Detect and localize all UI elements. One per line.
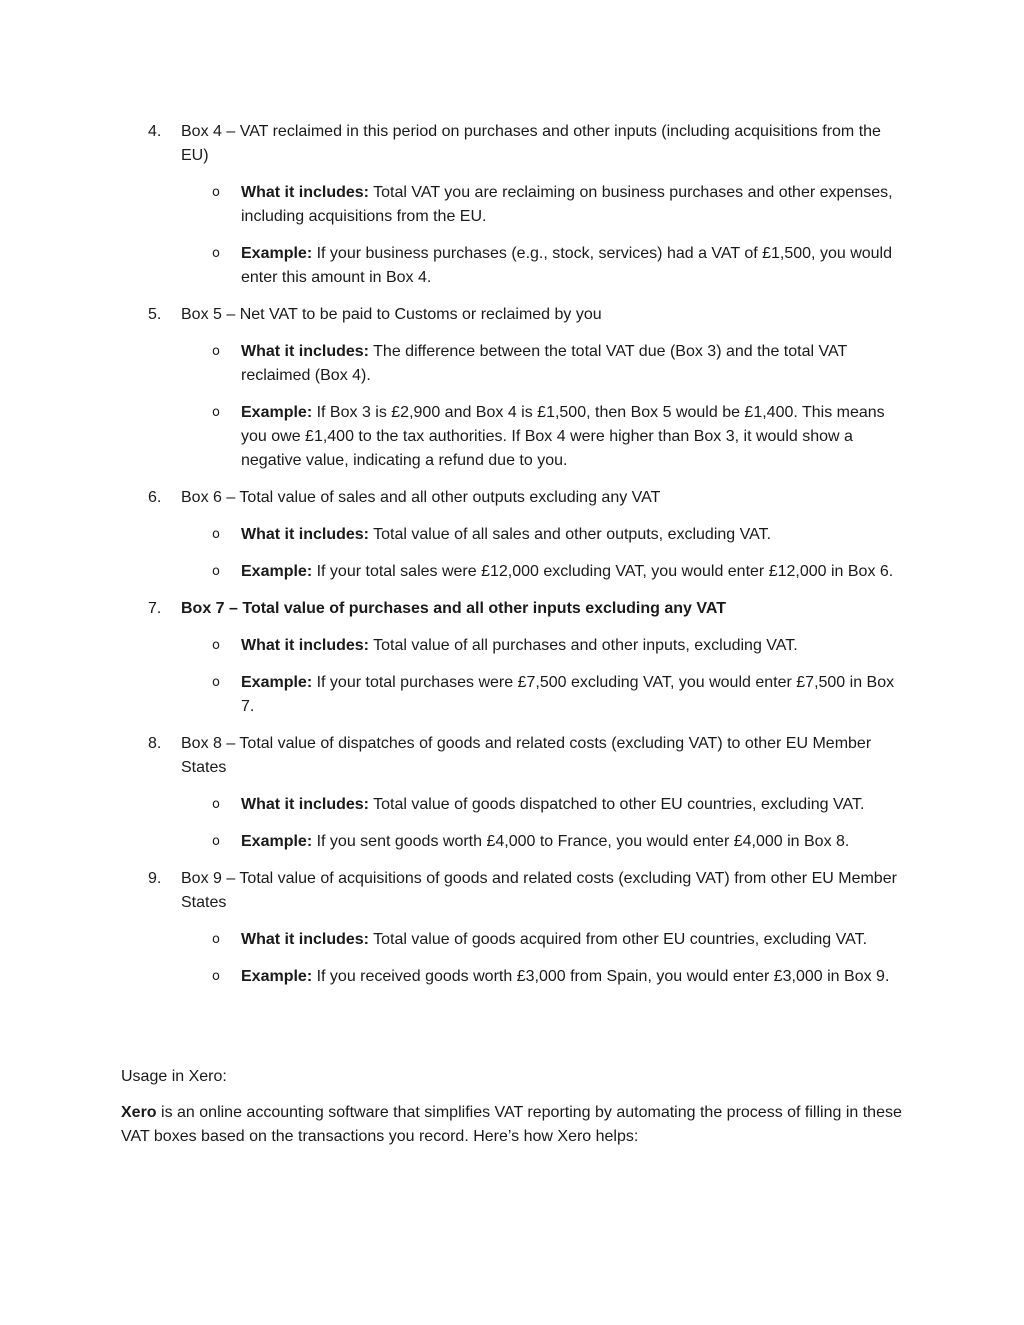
includes-text: The difference between the total VAT due (Box 3) and the total VAT reclaimed (Box 4).	[241, 343, 847, 384]
list-item-box-9	[0, 867, 1024, 989]
list-number: 4.	[148, 123, 162, 140]
list-item-box-5	[0, 303, 1024, 473]
includes-item	[181, 340, 906, 388]
includes-text: Total value of goods acquired from other EU countries, excluding VAT.	[369, 931, 868, 948]
box-title: Box 7 – Total value of purchases and all other inputs excluding any VAT	[181, 600, 726, 617]
example-label: Example:	[241, 674, 313, 691]
sub-list	[181, 523, 906, 584]
box-title: Box 6 – Total value of sales and all other outputs excluding any VAT	[181, 489, 661, 506]
circle-bullet-icon: o	[212, 834, 220, 849]
box-title: Box 9 – Total value of acquisitions of goods and related costs (excluding VAT) from other EU Member States	[181, 870, 897, 911]
includes-item	[181, 523, 906, 547]
example-text: If you received goods worth £3,000 from Spain, you would enter £3,000 in Box 9.	[312, 968, 890, 985]
box-title: Box 5 – Net VAT to be paid to Customs or reclaimed by you	[181, 306, 602, 323]
list-item-box-7	[0, 597, 1024, 719]
includes-item	[181, 181, 906, 229]
sub-list	[181, 634, 906, 719]
list-item-box-4	[0, 120, 1024, 290]
includes-label: What it includes:	[241, 931, 369, 948]
list-number: 9.	[148, 870, 162, 887]
example-item	[181, 671, 906, 719]
list-item-box-6	[0, 486, 1024, 584]
includes-text: Total VAT you are reclaiming on business purchases and other expenses, including acquisitions from the EU.	[241, 184, 893, 225]
usage-text: is an online accounting software that simplifies VAT reporting by automating the process of filling in these VAT boxes based on the transactions you record. Here’s how Xero helps:	[121, 1104, 902, 1145]
example-item	[181, 401, 906, 473]
circle-bullet-icon: o	[212, 969, 220, 984]
includes-item	[181, 793, 906, 817]
circle-bullet-icon: o	[212, 932, 220, 947]
list-number: 6.	[148, 489, 162, 506]
example-label: Example:	[241, 833, 313, 850]
example-label: Example:	[241, 968, 313, 985]
sub-list	[181, 181, 906, 290]
circle-bullet-icon: o	[212, 638, 220, 653]
usage-paragraph	[121, 1101, 911, 1149]
vat-box-list	[0, 120, 1024, 1002]
list-number: 7.	[148, 600, 162, 617]
usage-heading: Usage in Xero:	[121, 1068, 227, 1085]
example-item	[181, 830, 906, 854]
list-number: 8.	[148, 735, 162, 752]
xero-strong: Xero	[121, 1104, 157, 1121]
circle-bullet-icon: o	[212, 527, 220, 542]
example-text: If your business purchases (e.g., stock, services) had a VAT of £1,500, you would enter this amount in Box 4.	[241, 245, 892, 286]
list-item-box-8	[0, 732, 1024, 854]
example-label: Example:	[241, 563, 313, 580]
box-title: Box 8 – Total value of dispatches of goods and related costs (excluding VAT) to other EU Member States	[181, 735, 872, 776]
list-number: 5.	[148, 306, 162, 323]
box-title: Box 4 – VAT reclaimed in this period on purchases and other inputs (including acquisitions from the EU)	[181, 123, 881, 164]
example-item	[181, 242, 906, 290]
example-text: If Box 3 is £2,900 and Box 4 is £1,500, then Box 5 would be £1,400. This means you owe £1,400 to the tax authorities. If Box 4 were higher than Box 3, it would show a negative value, indicating a refund due to you.	[241, 404, 885, 469]
includes-text: Total value of goods dispatched to other EU countries, excluding VAT.	[369, 796, 865, 813]
example-text: If your total sales were £12,000 excluding VAT, you would enter £12,000 in Box 6.	[312, 563, 894, 580]
includes-text: Total value of all sales and other outputs, excluding VAT.	[369, 526, 772, 543]
circle-bullet-icon: o	[212, 405, 220, 420]
example-text: If your total purchases were £7,500 excluding VAT, you would enter £7,500 in Box 7.	[241, 674, 895, 715]
sub-list	[181, 793, 906, 854]
example-item	[181, 965, 906, 989]
circle-bullet-icon: o	[212, 344, 220, 359]
sub-list	[181, 340, 906, 473]
circle-bullet-icon: o	[212, 564, 220, 579]
includes-item	[181, 634, 906, 658]
circle-bullet-icon: o	[212, 185, 220, 200]
includes-label: What it includes:	[241, 796, 369, 813]
example-label: Example:	[241, 404, 313, 421]
includes-label: What it includes:	[241, 526, 369, 543]
circle-bullet-icon: o	[212, 246, 220, 261]
circle-bullet-icon: o	[212, 675, 220, 690]
circle-bullet-icon: o	[212, 797, 220, 812]
includes-label: What it includes:	[241, 184, 369, 201]
example-label: Example:	[241, 245, 313, 262]
sub-list	[181, 928, 906, 989]
includes-label: What it includes:	[241, 637, 369, 654]
includes-item	[181, 928, 906, 952]
includes-label: What it includes:	[241, 343, 369, 360]
includes-text: Total value of all purchases and other inputs, excluding VAT.	[369, 637, 798, 654]
example-item	[181, 560, 906, 584]
example-text: If you sent goods worth £4,000 to France, you would enter £4,000 in Box 8.	[312, 833, 850, 850]
